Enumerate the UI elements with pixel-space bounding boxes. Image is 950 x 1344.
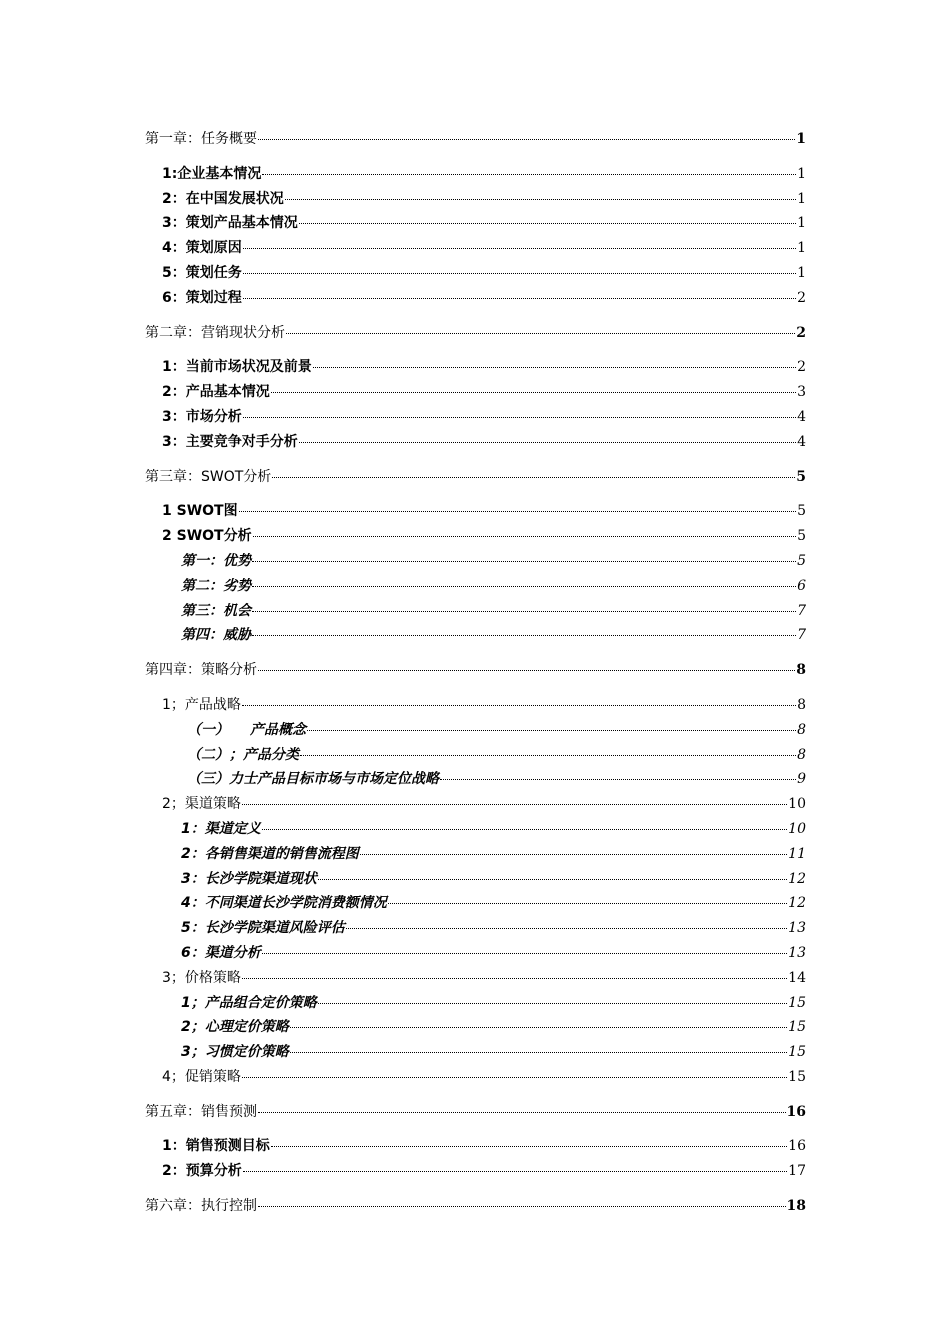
toc-leader <box>242 978 787 979</box>
toc-leader <box>262 829 787 830</box>
toc-entry-title: 2：产品基本情况 <box>162 384 270 401</box>
toc-entry[interactable] <box>145 499 806 524</box>
toc-entry-page: 1 <box>797 190 806 207</box>
toc-entry-page: 5 <box>797 528 806 545</box>
toc-leader <box>271 1146 787 1147</box>
toc-entry[interactable] <box>145 867 806 892</box>
toc-entry[interactable] <box>145 162 806 187</box>
toc-entry-page: 12 <box>788 870 806 887</box>
toc-entry[interactable] <box>145 658 806 683</box>
toc-entry-title: （一） 产品概念 <box>187 721 306 738</box>
toc-entry-page: 8 <box>796 662 806 679</box>
toc-entry-title: 第四：威胁 <box>181 627 251 644</box>
toc-entry[interactable] <box>145 1134 806 1159</box>
toc-entry-page: 3 <box>797 384 806 401</box>
toc-leader <box>253 536 796 537</box>
toc-entry-title: 第一：优势 <box>181 552 251 569</box>
toc-entry-title: （三）力士产品目标市场与市场定位战略 <box>187 771 439 788</box>
toc-leader <box>243 298 796 299</box>
toc-entry[interactable] <box>145 1159 806 1184</box>
toc-entry-title: 1 SWOT图 <box>162 503 238 520</box>
toc-entry-title: 3：主要竞争对手分析 <box>162 433 298 450</box>
toc-leader <box>272 477 795 478</box>
toc-leader <box>290 1052 787 1053</box>
toc-entry-title: 第五章：销售预测 <box>145 1103 257 1120</box>
toc-entry-page: 15 <box>788 1068 806 1085</box>
toc-entry[interactable] <box>145 1065 806 1090</box>
toc-leader <box>300 755 796 756</box>
toc-leader <box>286 333 795 334</box>
toc-entry[interactable] <box>145 236 806 261</box>
toc-entry[interactable] <box>145 842 806 867</box>
toc-entry-page: 5 <box>797 503 806 520</box>
toc-entry[interactable] <box>145 718 806 743</box>
toc-leader <box>252 635 796 636</box>
toc-leader <box>258 670 795 671</box>
toc-leader <box>252 611 796 612</box>
toc-leader <box>440 779 796 780</box>
toc-entry-page: 10 <box>788 796 806 813</box>
toc-entry-title: 5：策划任务 <box>162 264 242 281</box>
toc-entry[interactable] <box>145 941 806 966</box>
toc-entry-title: 1；产品战略 <box>162 696 241 713</box>
toc-leader <box>242 1077 787 1078</box>
toc-leader <box>243 273 796 274</box>
toc-entry-title: 第一章：任务概要 <box>145 131 257 147</box>
toc-leader <box>313 367 796 368</box>
toc-entry-page: 2 <box>797 289 806 306</box>
toc-leader <box>258 1112 786 1113</box>
toc-entry[interactable] <box>145 792 806 817</box>
toc-entry[interactable] <box>145 574 806 599</box>
toc-entry[interactable] <box>145 261 806 286</box>
toc-entry-title: 2：各销售渠道的销售流程图 <box>181 845 359 862</box>
toc-entry-page: 1 <box>797 165 806 182</box>
toc-entry-page: 18 <box>786 1198 806 1215</box>
toc-entry-page: 15 <box>788 1019 806 1036</box>
toc-entry-page: 15 <box>788 994 806 1011</box>
toc-entry[interactable] <box>145 430 806 455</box>
toc-entry-title: 第三章：SWOT分析 <box>145 468 272 485</box>
toc-entry-page: 13 <box>788 920 806 937</box>
toc-entry[interactable] <box>145 127 806 152</box>
toc-entry-page: 2 <box>797 359 806 376</box>
toc-entry-page: 5 <box>797 552 806 569</box>
toc-entry-title: 2；渠道策略 <box>162 796 241 813</box>
toc-entry-page: 13 <box>788 944 806 961</box>
toc-entry-title: 1：销售预测目标 <box>162 1138 270 1155</box>
toc-entry-page: 7 <box>797 627 806 644</box>
toc-entry[interactable] <box>145 966 806 991</box>
toc-entry-page: 1 <box>797 264 806 281</box>
toc-entry-title: 2 SWOT分析 <box>162 528 252 545</box>
toc-entry-title: 3：策划产品基本情况 <box>162 215 298 232</box>
toc-entry-page: 16 <box>786 1103 806 1120</box>
toc-entry-page: 8 <box>797 721 806 738</box>
toc-entry-page: 15 <box>788 1044 806 1061</box>
toc-entry-title: 2；心理定价策略 <box>181 1019 289 1036</box>
toc-entry-title: 第四章：策略分析 <box>145 662 257 679</box>
toc-entry-title: 3：市场分析 <box>162 408 242 425</box>
toc-entry-page: 9 <box>797 771 806 788</box>
toc-entry[interactable] <box>145 1100 806 1125</box>
toc-entry[interactable] <box>145 743 806 768</box>
toc-leader <box>239 511 796 512</box>
toc-leader <box>360 854 787 855</box>
toc-entry-title: 1：当前市场状况及前景 <box>162 359 312 376</box>
toc-entry-title: 1：渠道定义 <box>181 820 261 837</box>
toc-entry-page: 1 <box>797 240 806 257</box>
toc-entry-title: 3；价格策略 <box>162 969 241 986</box>
toc-leader <box>299 223 796 224</box>
table-of-contents <box>145 127 806 1219</box>
toc-leader <box>252 561 796 562</box>
toc-entry[interactable] <box>145 380 806 405</box>
toc-leader <box>262 174 796 175</box>
toc-entry-page: 1 <box>797 215 806 232</box>
toc-leader <box>271 392 796 393</box>
toc-entry-title: （二）；产品分类 <box>187 746 299 763</box>
toc-entry[interactable] <box>145 355 806 380</box>
toc-entry-page: 2 <box>796 324 806 341</box>
toc-entry[interactable] <box>145 991 806 1016</box>
toc-entry-title: 第六章：执行控制 <box>145 1198 257 1215</box>
toc-entry[interactable] <box>145 321 806 346</box>
toc-leader <box>243 1171 787 1172</box>
toc-entry-page: 16 <box>788 1138 806 1155</box>
toc-entry-title: 3；习惯定价策略 <box>181 1044 289 1061</box>
toc-entry[interactable] <box>145 549 806 574</box>
toc-entry-title: 2：预算分析 <box>162 1163 242 1180</box>
toc-entry[interactable] <box>145 211 806 236</box>
toc-entry[interactable] <box>145 693 806 718</box>
toc-entry-title: 2：在中国发展状况 <box>162 190 284 207</box>
toc-entry-page: 8 <box>797 746 806 763</box>
toc-leader <box>258 1206 786 1207</box>
toc-entry-title: 6：渠道分析 <box>181 944 261 961</box>
toc-entry[interactable] <box>145 1040 806 1065</box>
toc-entry-title: 6：策划过程 <box>162 289 242 306</box>
toc-leader <box>388 903 787 904</box>
toc-entry[interactable] <box>145 286 806 311</box>
toc-entry-page: 6 <box>797 577 806 594</box>
toc-entry-page: 10 <box>788 820 806 837</box>
toc-entry-title: 4：策划原因 <box>162 240 242 257</box>
toc-entry[interactable] <box>145 767 806 792</box>
toc-entry-title: 5：长沙学院渠道风险评估 <box>181 920 345 937</box>
toc-leader <box>243 248 796 249</box>
toc-entry-title: 4：不同渠道长沙学院消费额情况 <box>181 895 387 912</box>
toc-entry[interactable] <box>145 623 806 648</box>
toc-entry[interactable] <box>145 405 806 430</box>
toc-entry-title: 4；促销策略 <box>162 1068 241 1085</box>
toc-leader <box>243 417 796 418</box>
toc-entry[interactable] <box>145 817 806 842</box>
toc-entry[interactable] <box>145 187 806 212</box>
toc-entry-title: 1:企业基本情况 <box>162 165 262 182</box>
toc-leader <box>318 879 787 880</box>
toc-leader <box>262 953 787 954</box>
toc-entry-page: 17 <box>788 1163 806 1180</box>
toc-entry[interactable] <box>145 891 806 916</box>
toc-entry-page: 1 <box>796 131 806 147</box>
toc-entry-title: 第二：劣势 <box>181 577 251 594</box>
toc-entry-page: 4 <box>797 408 806 425</box>
toc-entry-page: 12 <box>788 895 806 912</box>
toc-entry-page: 14 <box>788 969 806 986</box>
toc-entry-page: 11 <box>788 845 806 862</box>
toc-entry[interactable] <box>145 465 806 490</box>
toc-entry-title: 3：长沙学院渠道现状 <box>181 870 317 887</box>
toc-leader <box>242 705 796 706</box>
toc-leader <box>252 586 796 587</box>
toc-leader <box>318 1003 787 1004</box>
toc-entry-page: 8 <box>797 696 806 713</box>
toc-entry-title: 第二章：营销现状分析 <box>145 324 285 341</box>
toc-leader <box>346 928 787 929</box>
toc-leader <box>258 139 795 140</box>
toc-leader <box>290 1027 787 1028</box>
toc-leader <box>285 199 796 200</box>
toc-entry[interactable] <box>145 599 806 624</box>
toc-leader <box>299 442 796 443</box>
toc-entry[interactable] <box>145 524 806 549</box>
toc-entry-page: 4 <box>797 433 806 450</box>
toc-entry-page: 5 <box>796 468 806 485</box>
toc-entry[interactable] <box>145 1194 806 1219</box>
toc-leader <box>307 730 796 731</box>
toc-entry-title: 第三：机会 <box>181 602 251 619</box>
toc-entry-page: 7 <box>797 602 806 619</box>
toc-entry[interactable] <box>145 1015 806 1040</box>
toc-leader <box>242 804 787 805</box>
toc-entry[interactable] <box>145 916 806 941</box>
toc-entry-title: 1；产品组合定价策略 <box>181 994 317 1011</box>
